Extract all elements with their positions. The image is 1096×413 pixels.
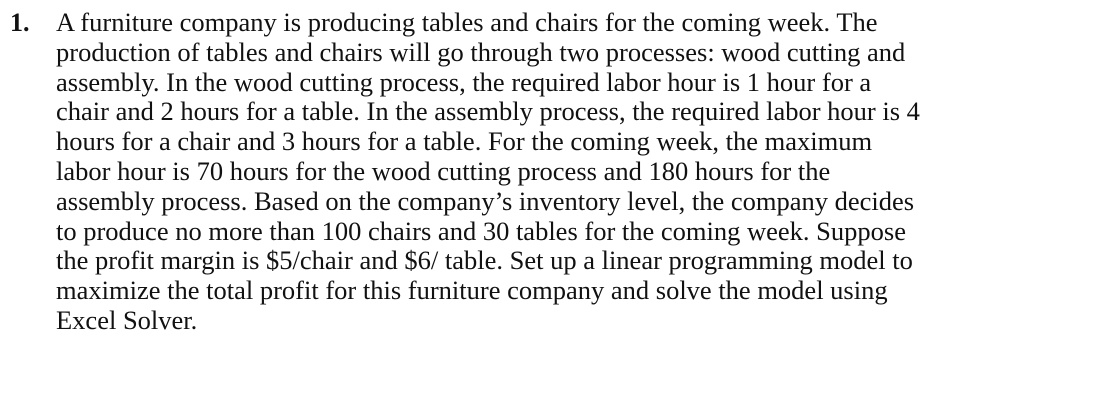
problem-line: Excel Solver.: [56, 304, 198, 335]
problem-line: the profit margin is $5/chair and $6/ table. Set up a linear programming model to: [56, 245, 913, 276]
problem-line: A furniture company is producing tables and chairs for the coming week. The: [56, 7, 878, 37]
problem-line: labor hour is 70 hours for the wood cutting process and 180 hours for the: [56, 155, 831, 186]
problem-line: to produce no more than 100 chairs and 30 tables for the coming week. Suppose: [56, 215, 906, 246]
problem-line: hours for a chair and 3 hours for a table. For the coming week, the maximum: [56, 126, 873, 157]
problem-line: chair and 2 hours for a table. In the assembly process, the required labor hour is 4: [56, 96, 920, 127]
problem-line: assembly. In the wood cutting process, the required labor hour is 1 hour for a: [56, 66, 872, 97]
problem-line: maximize the total profit for this furniture company and solve the model using: [56, 275, 888, 306]
problem-text: [56, 8, 920, 336]
problem-line: production of tables and chairs will go through two processes: wood cutting and: [56, 36, 906, 67]
problem-line: assembly process. Based on the company’s inventory level, the company decides: [56, 185, 915, 216]
problem-number: 1.: [10, 8, 30, 37]
